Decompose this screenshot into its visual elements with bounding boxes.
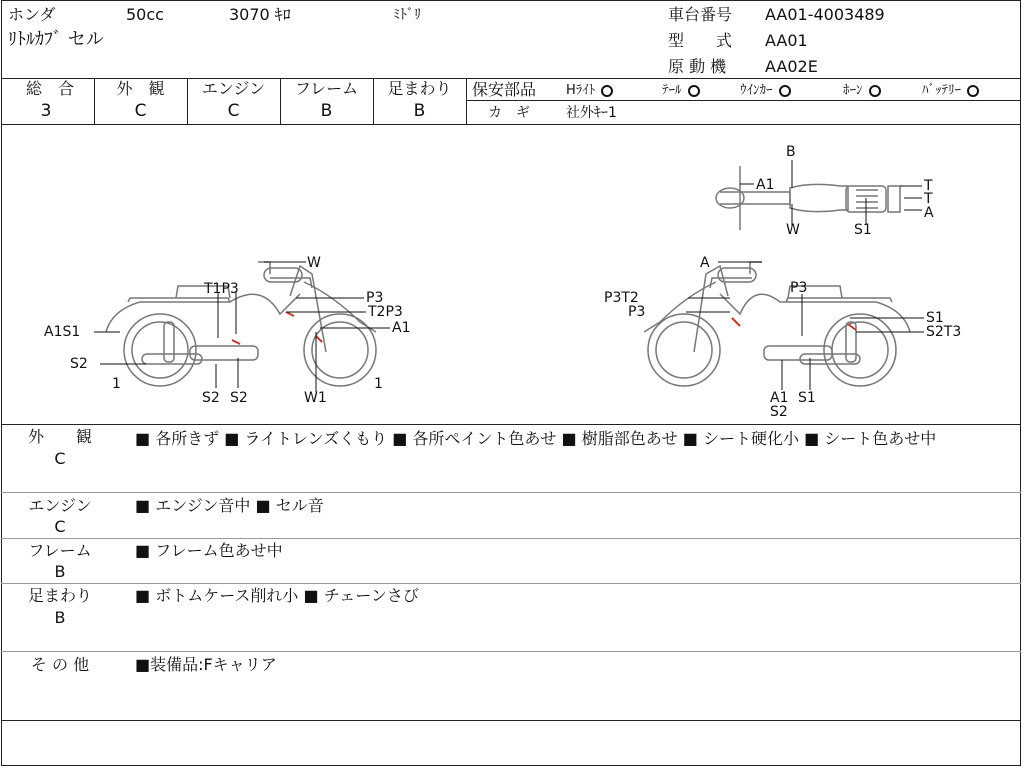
divider bbox=[467, 100, 1021, 101]
safety-item-headlight: Hﾗｲﾄ bbox=[566, 82, 613, 100]
remark-title-exterior: 外 観 bbox=[27, 427, 92, 446]
divider bbox=[1, 492, 1021, 493]
ok-circle-icon bbox=[967, 85, 979, 97]
diag-label: S2 bbox=[770, 404, 788, 420]
frame-grade-label: フレーム bbox=[294, 79, 359, 98]
diag-label: S2 bbox=[202, 390, 220, 406]
bike-top-view-icon bbox=[716, 166, 900, 230]
remark-title-other: そ の 他 bbox=[30, 655, 90, 674]
diag-label: A1 bbox=[756, 177, 775, 193]
diag-label: P3 bbox=[790, 280, 808, 296]
damage-diagram bbox=[0, 126, 1020, 424]
engine-value: AA02E bbox=[765, 57, 818, 76]
divider bbox=[1, 538, 1021, 539]
safety-item-tail: ﾃｰﾙ bbox=[662, 82, 700, 100]
exterior-grade: C bbox=[134, 101, 147, 121]
diag-label: A bbox=[700, 255, 710, 271]
overall-label: 総 合 bbox=[25, 79, 74, 98]
frame-no: AA01-4003489 bbox=[765, 5, 885, 24]
remark-grade-exterior: C bbox=[54, 449, 66, 468]
remark-text-frame: ■ フレーム色あせ中 bbox=[135, 541, 283, 560]
diag-label: T bbox=[924, 178, 933, 194]
remark-text-suspension: ■ ボトムケース削れ小 ■ チェーンさび bbox=[135, 586, 419, 605]
diag-label: T1P3 bbox=[204, 281, 239, 297]
remark-title-frame: フレーム bbox=[28, 541, 92, 560]
safety-item-winker: ｳｲﾝｶｰ bbox=[740, 82, 791, 100]
diag-label: T bbox=[924, 191, 933, 207]
ok-circle-icon bbox=[688, 85, 700, 97]
diag-label: A1 bbox=[392, 320, 411, 336]
diag-label: W bbox=[786, 222, 800, 238]
overall-grade: 3 bbox=[40, 101, 52, 121]
divider bbox=[466, 78, 467, 124]
diag-label: S1 bbox=[926, 310, 944, 326]
remark-text-engine: ■ エンジン音中 ■ セル音 bbox=[135, 496, 324, 515]
diag-label: P3 bbox=[628, 304, 646, 320]
frame-no-label: 車台番号 bbox=[668, 5, 733, 24]
diag-label: S1 bbox=[854, 222, 872, 238]
diag-label: P3 bbox=[366, 290, 384, 306]
remark-grade-engine: C bbox=[54, 517, 66, 536]
maker: ホンダ bbox=[8, 5, 56, 24]
diag-label: P3T2 bbox=[604, 290, 639, 306]
engine-label: 原 動 機 bbox=[668, 57, 727, 76]
remark-title-engine: エンジン bbox=[28, 496, 92, 515]
diag-label: W bbox=[307, 255, 321, 271]
ok-circle-icon bbox=[869, 85, 881, 97]
engine-grade-label: エンジン bbox=[201, 79, 266, 98]
safety-item-battery: ﾊﾞｯﾃﾘｰ bbox=[922, 82, 979, 100]
suspension-grade: B bbox=[413, 101, 426, 121]
suspension-grade-label: 足まわり bbox=[387, 79, 452, 98]
diag-label: S1 bbox=[798, 390, 816, 406]
engine-grade: C bbox=[227, 101, 240, 121]
bike-left-icon bbox=[106, 262, 376, 386]
remark-text-other: ■装備品:Fキャリア bbox=[135, 655, 277, 674]
type-label: 型 式 bbox=[668, 31, 733, 50]
type-value: AA01 bbox=[765, 31, 808, 50]
remark-grade-suspension: B bbox=[54, 608, 66, 627]
divider bbox=[1, 124, 1021, 125]
safety-label: 保安部品 bbox=[472, 80, 537, 99]
displacement: 50cc bbox=[126, 5, 164, 24]
ok-circle-icon bbox=[779, 85, 791, 97]
diag-label: 1 bbox=[112, 376, 121, 392]
exterior-label: 外 観 bbox=[116, 79, 165, 98]
model-name: ﾘﾄﾙｶﾌﾞ セル bbox=[8, 29, 104, 50]
ok-circle-icon bbox=[601, 85, 613, 97]
diag-label: A1S1 bbox=[44, 324, 81, 340]
key-label: カ ギ bbox=[488, 105, 530, 121]
diag-label: B bbox=[786, 144, 796, 160]
remark-text-exterior: ■ 各所きず ■ ライトレンズくもり ■ 各所ペイント色あせ ■ 樹脂部色あせ ■ シート硬化小 ■ シート色あせ中 bbox=[135, 429, 937, 448]
diag-label: S2 bbox=[70, 356, 88, 372]
bike-right-icon bbox=[644, 262, 910, 386]
safety-item-horn: ﾎｰﾝ bbox=[843, 82, 881, 100]
diag-label: S2T3 bbox=[926, 324, 962, 340]
divider bbox=[1, 583, 1021, 584]
divider bbox=[1, 720, 1021, 721]
frame-grade: B bbox=[320, 101, 333, 121]
diag-label: T2P3 bbox=[368, 304, 403, 320]
divider bbox=[1, 424, 1021, 425]
mileage: 3070 ｷﾛ bbox=[229, 5, 291, 24]
remark-title-suspension: 足まわり bbox=[27, 586, 92, 605]
diag-label: A bbox=[924, 205, 934, 221]
remark-grade-frame: B bbox=[54, 562, 66, 581]
color: ﾐﾄﾞﾘ bbox=[393, 7, 421, 23]
diag-label: S2 bbox=[230, 390, 248, 406]
key-value: 社外ｷｰ1 bbox=[566, 105, 617, 121]
diag-label: 1 bbox=[374, 376, 383, 392]
diag-label: W1 bbox=[304, 390, 327, 406]
divider bbox=[1, 651, 1021, 652]
diag-label: A1 bbox=[770, 390, 789, 406]
